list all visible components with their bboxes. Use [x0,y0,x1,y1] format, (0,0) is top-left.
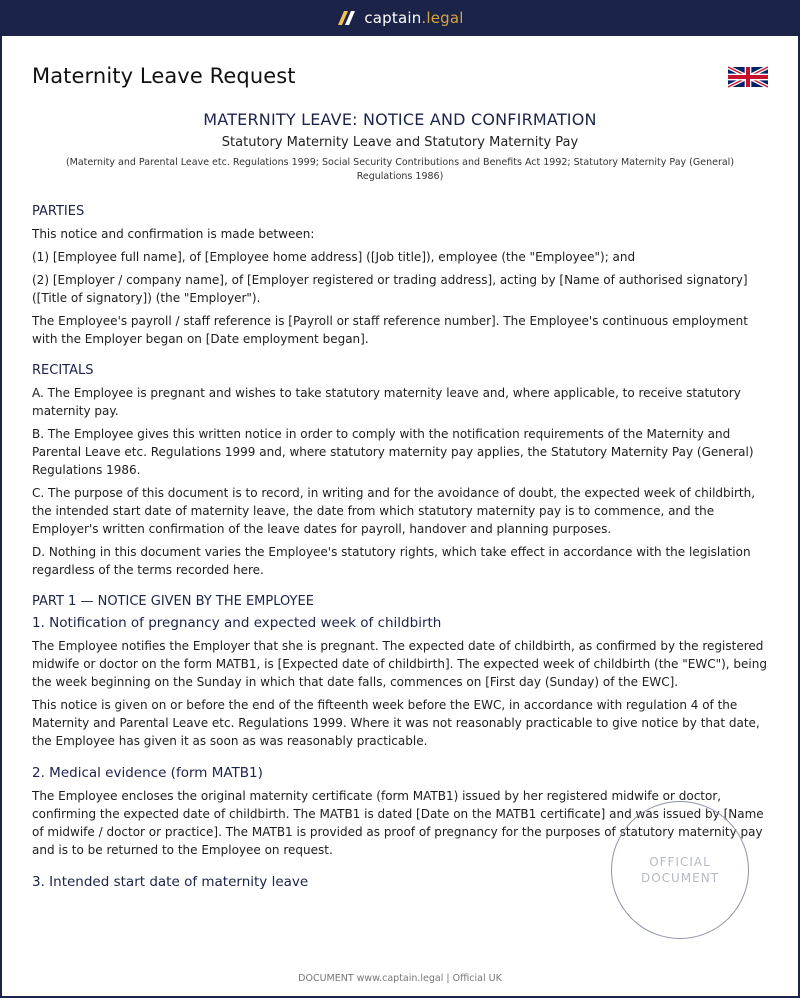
recital-c: C. The purpose of this document is to record, in writing and for the avoidance of doubt, the expected week of childbirth, the intended start date of maternity leave, the date from which statutory maternity pay is to commence, and the Employer's written confirmation of the leave dates for payroll, handover and planning purposes. [32,486,756,536]
uk-flag-icon[interactable] [728,64,768,90]
captain-legal-logo-icon [336,10,356,26]
section-2-paragraph-1: The Employee encloses the original maternity certificate (form MATB1) issued by her registered midwife or doctor, confirming the expected date of childbirth. The MATB1 is dated [Date on the MATB1 certificate] and was issued by [Name of midwife / doctor or practice]. The MATB1 is provided as proof of pregnancy for the purposes of statutory maternity pay and is to be returned to the Employee on request. [32,789,764,857]
footer: DOCUMENT www.captain.legal | Official UK [298,973,502,984]
section-2-title: 2. Medical evidence (form MATB1) [32,765,263,781]
legislation-citation: (Maternity and Parental Leave etc. Regulations 1999; Social Security Contributions and Benefits Act 1992; Statutory Maternity Pay (General) Regulations 1986) [65,157,735,182]
party-employer: (2) [Employer / company name], of [Employer registered or trading address], acting by [Name of authorised signatory] ([Title of signatory]) (the "Employer"). [32,273,748,305]
part1-heading: PART 1 — NOTICE GIVEN BY THE EMPLOYEE [32,594,314,609]
recital-b: B. The Employee gives this written notice in order to comply with the notification requirements of the Maternity and Parental Leave etc. Regulations 1999 and, where statutory maternity pay applies, the Statutory Maternity Pay (General) Regulations 1986. [32,427,754,477]
document-body [32,110,768,896]
document-heading: MATERNITY LEAVE: NOTICE AND CONFIRMATION [203,110,597,129]
stamp-text: OFFICIAL DOCUMENT [640,855,720,885]
recitals-heading: RECITALS [32,363,94,378]
section-1-title: 1. Notification of pregnancy and expected week of childbirth [32,615,442,631]
section-3-title: 3. Intended start date of maternity leave [32,874,309,890]
top-bar [0,0,800,36]
document-subheading: Statutory Maternity Leave and Statutory Maternity Pay [221,135,579,150]
party-employee: (1) [Employee full name], of [Employee home address] ([Job title]), employee (the "Employee"); and [32,250,636,264]
document-title: Maternity Leave Request [32,64,296,88]
brand-name: captain.legal [364,9,464,27]
recital-a: A. The Employee is pregnant and wishes to take statutory maternity leave and, where applicable, to receive statutory maternity pay. [32,386,741,418]
official-stamp [611,801,749,939]
parties-heading: PARTIES [32,204,85,219]
brand[interactable] [336,9,463,27]
section-1-paragraph-1: The Employee notifies the Employer that she is pregnant. The expected date of childbirth, as confirmed by the registered midwife or doctor on the form MATB1, is [Expected date of childbirth]. The expected week of childbirth (the "EWC"), being the week beginning on the Sunday in which that date falls, commences on [First day (Sunday) of the EWC]. [32,639,767,689]
brand-tld: .legal [421,9,464,27]
payroll-reference: The Employee's payroll / staff reference is [Payroll or staff reference number]. The Employee's continuous employment with the Employer began on [Date employment began]. [32,314,748,346]
parties-intro: This notice and confirmation is made between: [32,227,315,241]
recital-d: D. Nothing in this document varies the Employee's statutory rights, which take effect in accordance with the legislation regardless of the terms recorded here. [32,545,751,577]
section-1-paragraph-2: This notice is given on or before the end of the fifteenth week before the EWC, in accordance with regulation 4 of the Maternity and Parental Leave etc. Regulations 1999. Where it was not reasonably practicable to give notice by that date, the Employee has given it as soon as was reasonably practicable. [32,698,760,748]
